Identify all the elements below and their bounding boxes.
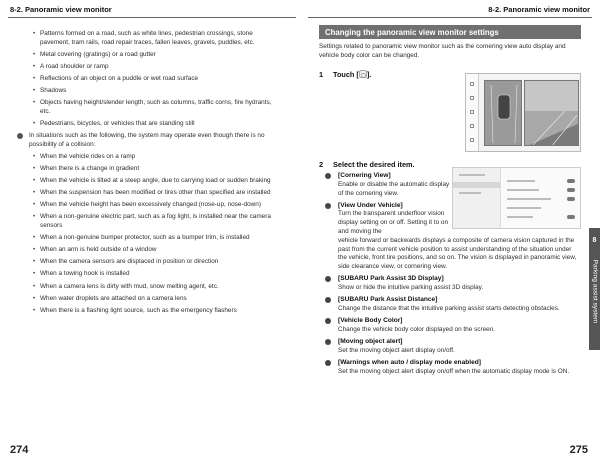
list-item: • Shadows (33, 87, 278, 96)
list-item: • When there is a flashing light source, such as the emergency flashers (33, 307, 278, 316)
left-head-rule (8, 17, 296, 18)
list-item: • When a towing hook is installed (33, 270, 278, 279)
entry-desc (338, 210, 581, 272)
circle-note (17, 132, 278, 150)
right-head-rule (308, 17, 592, 18)
settings-icon (359, 70, 367, 78)
step-1-number: 1 (319, 70, 324, 79)
list-item: • When an arm is held outside of a window (33, 246, 278, 255)
entry-desc: Enable or disable the automatic display of the cornering view. (338, 180, 450, 197)
list-item: • A road shoulder or ramp (33, 63, 278, 72)
list-item: • When there is a change in gradient (33, 165, 278, 174)
left-running-head: 8-2. Panoramic view monitor (10, 5, 112, 14)
circle-bullet-icon (325, 276, 331, 282)
circle-bullet-icon (325, 203, 331, 209)
step-2 (319, 160, 415, 169)
section-intro: Settings related to panoramic view monitor such as the cornering view auto display and vehicle body color can be changed. (319, 43, 566, 59)
entry-desc: Set the moving object alert display on/off. (338, 346, 455, 354)
list-item: • Metal covering (gratings) or a road gutter (33, 51, 278, 60)
entry-title (325, 172, 581, 181)
panoramic-screen-illustration (465, 73, 581, 152)
circle-bullet-icon (17, 133, 23, 139)
section-title: Changing the panoramic view monitor settings (319, 25, 581, 39)
settings-entries (319, 172, 581, 380)
list-item: • When the suspension has been modified or tires other than specified are installed (33, 189, 278, 198)
entry-title-text: [Warnings when auto / display mode enabled] (338, 358, 482, 366)
circle-bullet-icon (325, 360, 331, 366)
entry-title (325, 359, 581, 368)
left-content (10, 30, 278, 319)
camera-icon (470, 96, 474, 100)
circle-bullet-icon (325, 173, 331, 179)
list-item: • Pedestrians, bicycles, or vehicles that are standing still (33, 120, 278, 129)
list-item: • When the vehicle height has been excessively changed (nose-up, nose-down) (33, 201, 278, 210)
list-item: • When a camera lens is dirty with mud, snow melting agent, etc. (33, 283, 278, 292)
step-2-number: 2 (319, 160, 324, 169)
step-2-text: Select the desired item. (333, 160, 415, 169)
left-page-number: 274 (10, 444, 29, 456)
list-item: • Objects having height/slender length, such as columns, traffic corns, fire hydrants, etc. (33, 99, 278, 117)
entry-title-text: [SUBARU Park Assist Distance] (338, 296, 438, 304)
view-icon (470, 110, 474, 114)
entry-title (325, 296, 581, 305)
step-1 (319, 70, 371, 79)
top-view-image (484, 80, 522, 146)
entry-title-text: [Vehicle Body Color] (338, 317, 403, 325)
entry-title (325, 317, 581, 326)
step-1-suffix: ]. (366, 70, 372, 79)
list-item: • When the vehicle rides on a ramp (33, 153, 278, 162)
entry-title-text: [Cornering View] (338, 172, 391, 179)
entry-desc-narrow: Turn the transparent underfloor vision display setting on or off. Setting it to on and moving the (338, 210, 449, 236)
chapter-label: Parking assist system (591, 259, 599, 324)
home-icon (470, 82, 474, 86)
chapter-number: 8 (592, 237, 597, 244)
list-item: • Reflections of an object on a puddle or wet road surface (33, 75, 278, 84)
sound-icon (470, 124, 474, 128)
right-page (300, 0, 600, 462)
list-item: • When the vehicle is tilted at a steep angle, due to carrying load or sudden braking (33, 177, 278, 186)
entry-title (325, 275, 581, 284)
entry-desc: Change the distance that the intuitive parking assist starts detecting obstacles. (338, 305, 560, 313)
list-item: • When a non-genuine bumper protector, such as a bumper trim, is installed (33, 234, 278, 243)
right-running-head: 8-2. Panoramic view monitor (488, 5, 590, 14)
settings-icon[interactable] (470, 138, 474, 142)
list-item: • When the camera sensors are displaced in position or direction (33, 258, 278, 267)
list-item: • When a non-genuine electric part, such as a fog light, is installed near the camera sensors (33, 213, 278, 231)
circle-note-text: In situations such as the following, the system may operate even though there is no possibility of a collision: (29, 132, 265, 149)
circle-bullet-icon (325, 339, 331, 345)
circle-bullet-icon (325, 297, 331, 303)
entry-desc: Show or hide the intuitive parking assist 3D display. (338, 284, 484, 292)
entry-title (325, 338, 581, 347)
list-item: • Patterns formed on a road, such as white lines, pedestrian crossings, stone pavement, tram rails, road repair traces, fallen leaves, gravels, puddles, etc. (33, 30, 278, 48)
step-1-prefix: Touch [ (333, 70, 359, 79)
entry-title-text: [Moving object alert] (338, 338, 403, 346)
entry-desc: Change the vehicle body color displayed on the screen. (338, 325, 496, 333)
camera-view-image (524, 80, 579, 146)
bullet-list-1 (33, 30, 278, 129)
right-page-number: 275 (569, 444, 588, 456)
list-item: • When water droplets are attached on a camera lens (33, 295, 278, 304)
screen-icon-column (466, 74, 479, 151)
bullet-list-2 (33, 153, 278, 316)
circle-bullet-icon (325, 318, 331, 324)
entry-title-text: [SUBARU Park Assist 3D Display] (338, 275, 444, 283)
entry-title-text: [View Under Vehicle] (338, 201, 403, 209)
entry-desc: Set the moving object alert display on/off when the automatic display mode is ON. (338, 367, 570, 375)
entry-desc-wide: vehicle forward or backwards displays a composite of camera vision captured in the past from the current vehicle position to assist understanding of the situation under the vehicle, front tire positions, and so on. The vision is displayed in panoramic view, side clearance view, or cornering view. (338, 236, 577, 271)
entry-title (325, 202, 581, 211)
